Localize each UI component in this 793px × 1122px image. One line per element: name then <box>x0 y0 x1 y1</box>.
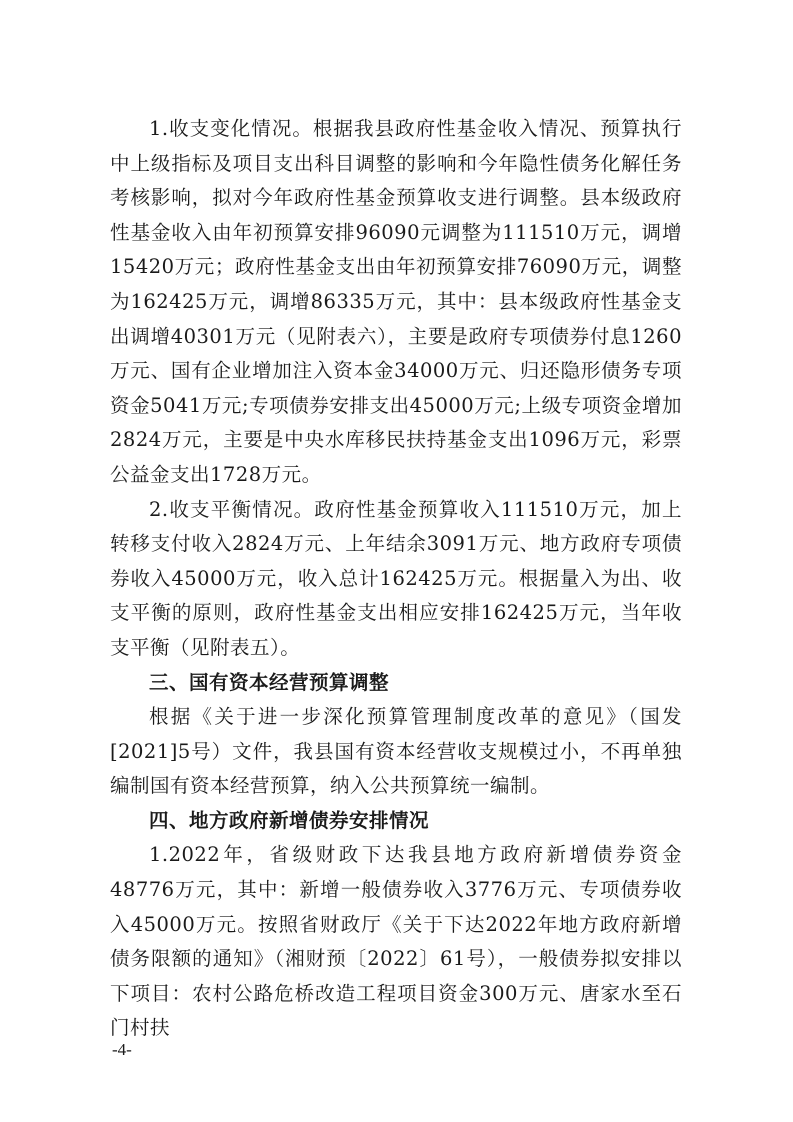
paragraph-state-capital-budget: 根据《关于进一步深化预算管理制度改革的意见》（国发[2021]5号）文件，我县国有资本经营收支规模过小，不再单独编制国有资本经营预算，纳入公共预算统一编制。 <box>110 705 682 798</box>
paragraph-revenue-expenditure-changes: 1.收支变化情况。根据我县政府性基金收入情况、预算执行中上级指标及项目支出科目调整的影响和今年隐性债务化解任务考核影响，拟对今年政府性基金预算收支进行调整。县本级政府性基金收入由年初预算安排96090元调整为111510万元，调增15420万元；政府性基金支出由年初预算安排76090万元，调整为162425万元，调增86335万元，其中：县本级政府性基金支出调增40301万元（见附表六），主要是政府专项债券付息1260万元、国有企业增加注入资本金34000万元、归还隐形债务专项资金5041万元;专项债券安排支出45000万元;上级专项资金增加2824万元，主要是中央水库移民扶持基金支出1096万元，彩票公益金支出1728万元。 <box>110 117 682 486</box>
section-heading-state-capital-budget: 三、国有资本经营预算调整 <box>149 670 390 694</box>
paragraph-revenue-expenditure-balance: 2.收支平衡情况。政府性基金预算收入111510万元，加上转移支付收入2824万元、上年结余3091万元、地方政府专项债券收入45000万元，收入总计162425万元。根据量入为出、收支平衡的原则，政府性基金支出相应安排162425万元，当年收支平衡（见附表五）。 <box>110 497 682 659</box>
section-heading-new-bonds: 四、地方政府新增债券安排情况 <box>149 808 430 832</box>
document-body <box>110 112 682 1046</box>
page-number: -4- <box>112 1040 132 1059</box>
paragraph-new-bonds: 1.2022年，省级财政下达我县地方政府新增债券资金48776万元，其中：新增一般债券收入3776万元、专项债券收入45000万元。按照省财政厅《关于下达2022年地方政府新增债务限额的通知》（湘财预〔2022〕61号），一般债券拟安排以下项目：农村公路危桥改造工程项目资金300万元、唐家水至石门村扶 <box>110 843 682 1040</box>
